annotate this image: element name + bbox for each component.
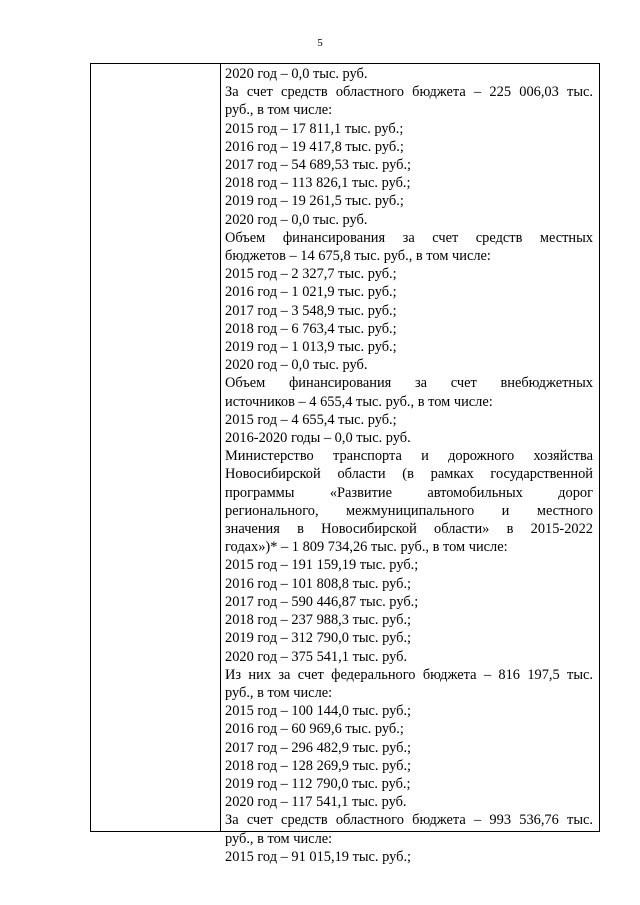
text-line: Объем финансирования за счет внебюджетных [225,375,593,392]
text-line: Новосибирской области (в рамках государственной [225,466,593,483]
text-line: руб., в том числе: [225,102,333,119]
text-line: регионального, межмуниципального и местного [225,502,593,519]
text-line: значения в Новосибирской области» в 2015-2022 [225,521,593,538]
text-line: 2015 год – 91 015,19 тыс. руб.; [225,848,412,865]
text-line: 2020 год – 0,0 тыс. руб. [225,211,368,228]
page-number: 5 [317,37,323,49]
text-line: За счет средств областного бюджета – 993 536,76 тыс. [225,812,593,829]
text-line: 2018 год – 128 269,9 тыс. руб.; [225,757,412,774]
text-line: 2016-2020 годы – 0,0 тыс. руб. [225,430,411,447]
text-line: За счет средств областного бюджета – 225 006,03 тыс. [225,84,593,101]
text-line: 2017 год – 3 548,9 тыс. руб.; [225,302,397,319]
text-line: 2015 год – 100 144,0 тыс. руб.; [225,703,412,720]
text-line: 2020 год – 0,0 тыс. руб. [225,357,368,374]
text-line: руб., в том числе: [225,830,333,847]
text-line: Объем финансирования за счет средств местных [225,229,593,246]
text-line: 2019 год – 112 790,0 тыс. руб.; [225,775,411,792]
text-line: 2017 год – 54 689,53 тыс. руб.; [225,157,412,174]
text-line: 2018 год – 113 826,1 тыс. руб.; [225,175,411,192]
text-line: 2016 год – 101 808,8 тыс. руб.; [225,575,412,592]
text-line: 2016 год – 19 417,8 тыс. руб.; [225,138,404,155]
text-line: 2017 год – 296 482,9 тыс. руб.; [225,739,412,756]
text-line: программы «Развитие автомобильных дорог [225,484,593,501]
text-line: руб., в том числе: [225,684,333,701]
text-line: Из них за счет федерального бюджета – 816 197,5 тыс. [225,666,593,683]
text-line: 2019 год – 1 013,9 тыс. руб.; [225,339,397,356]
text-line: 2015 год – 4 655,4 тыс. руб.; [225,411,397,428]
financing-table [90,63,600,865]
text-line: 2018 год – 6 763,4 тыс. руб.; [225,320,397,337]
text-line: 2020 год – 375 541,1 тыс. руб. [225,648,408,665]
text-line: годах»)* – 1 809 734,26 тыс. руб., в том числе: [225,539,508,556]
text-line: 2016 год – 60 969,6 тыс. руб.; [225,721,404,738]
text-line: 2015 год – 17 811,1 тыс. руб.; [225,120,404,137]
table-left-cell [91,64,221,831]
text-line: 2015 год – 191 159,19 тыс. руб.; [225,557,419,574]
text-line: 2016 год – 1 021,9 тыс. руб.; [225,284,397,301]
text-line: 2015 год – 2 327,7 тыс. руб.; [225,266,397,283]
text-line: Министерство транспорта и дорожного хозяйства [225,448,593,465]
text-line: 2019 год – 312 790,0 тыс. руб.; [225,630,412,647]
text-line: 2017 год – 590 446,87 тыс. руб.; [225,593,419,610]
text-line: бюджетов – 14 675,8 тыс. руб., в том числе: [225,248,491,265]
text-line: 2018 год – 237 988,3 тыс. руб.; [225,612,412,629]
text-line: 2020 год – 0,0 тыс. руб. [225,66,368,82]
table-right-cell [221,64,599,865]
text-line: 2019 год – 19 261,5 тыс. руб.; [225,193,404,210]
text-line: источников – 4 655,4 тыс. руб., в том числе: [225,393,493,410]
text-line: 2020 год – 117 541,1 тыс. руб. [225,794,407,811]
